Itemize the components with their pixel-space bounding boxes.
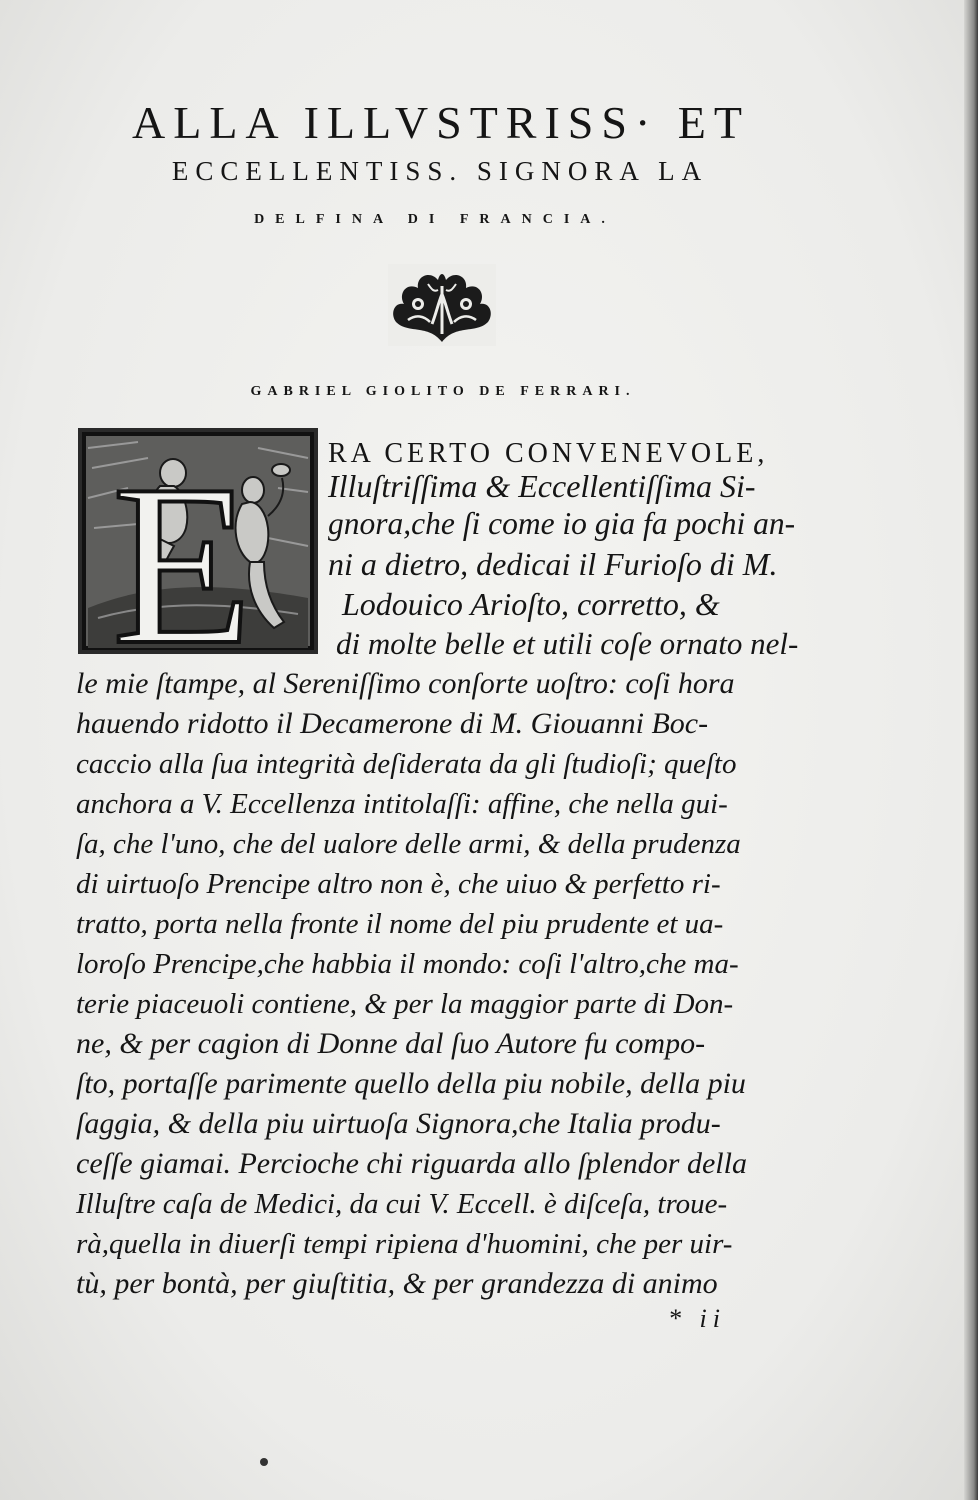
body-line: ne, & per cagion di Donne dal ſuo Autore fu compo- — [76, 1027, 706, 1060]
body-line: di uirtuoſo Prencipe altro non è, che uiuo & perfetto ri- — [76, 868, 721, 900]
signature-mark: * ii — [668, 1304, 726, 1333]
body-line: gnora,che ſi come io gia fa pochi an- — [328, 506, 796, 541]
printer-name: GABRIEL GIOLITO DE FERRARI. — [250, 384, 636, 399]
body-line: rà,quella in diuerſi tempi ripiena d'huomini, che per uir- — [76, 1228, 733, 1260]
body-line: ni a dietro, dedicai il Furioſo di M. — [328, 546, 778, 582]
initial-letter: E — [112, 437, 253, 654]
body-line: Illuſtriſſima & Eccellentiſſima Si- — [328, 468, 756, 504]
paper-speck — [260, 1458, 268, 1466]
body-line: terie piaceuoli contiene, & per la maggior parte di Don- — [76, 988, 734, 1020]
page-edge-shadow — [964, 0, 978, 1500]
body-line: ceſſe giamai. Percioche chi riguarda allo ſplendor della — [76, 1147, 747, 1180]
body-line: hauendo ridotto il Decamerone di M. Giouanni Boc- — [76, 707, 709, 740]
body-line: anchora a V. Eccellenza intitolaſſi: affine, che nella gui- — [76, 788, 728, 820]
body-line: Illuſtre caſa de Medici, da cui V. Eccell. è diſceſa, troue- — [76, 1188, 728, 1220]
body-line: ſa, che l'uno, che del ualore delle armi, & della prudenza — [76, 828, 741, 860]
body-line: tratto, porta nella fronte il nome del piu prudente et ua- — [76, 908, 724, 940]
body-line: di molte belle et utili coſe ornato nel- — [336, 626, 799, 661]
body-line: caccio alla ſua integrità deſiderata da gli ſtudioſi; queſto — [76, 748, 737, 780]
body-line: loroſo Prencipe,che habbia il mondo: coſi l'altro,che ma- — [76, 948, 739, 980]
woodcut-ornament-icon — [388, 264, 496, 346]
body-line: tù, per bontà, per giuſtitia, & per grandezza di animo — [76, 1267, 718, 1300]
dedication-title-line-2: ECCELLENTISS. SIGNORA LA — [171, 156, 709, 186]
body-line: ſto, portaſſe parimente quello della piu nobile, della piu — [76, 1067, 746, 1100]
dedication-title-line-3: DELFINA DI FRANCIA. — [254, 212, 616, 227]
opening-capitals: RA CERTO CONVENEVOLE, — [328, 438, 769, 469]
historiated-initial — [78, 428, 318, 654]
body-line: Lodouico Arioſto, corretto, & — [342, 586, 720, 622]
dedication-title-line-1: ALLA ILLVSTRISS· ET — [132, 97, 750, 148]
body-line: le mie ſtampe, al Sereniſſimo conſorte uoſtro: coſi hora — [76, 667, 735, 700]
body-line: ſaggia, & della piu uirtuoſa Signora,che Italia produ- — [76, 1107, 721, 1140]
